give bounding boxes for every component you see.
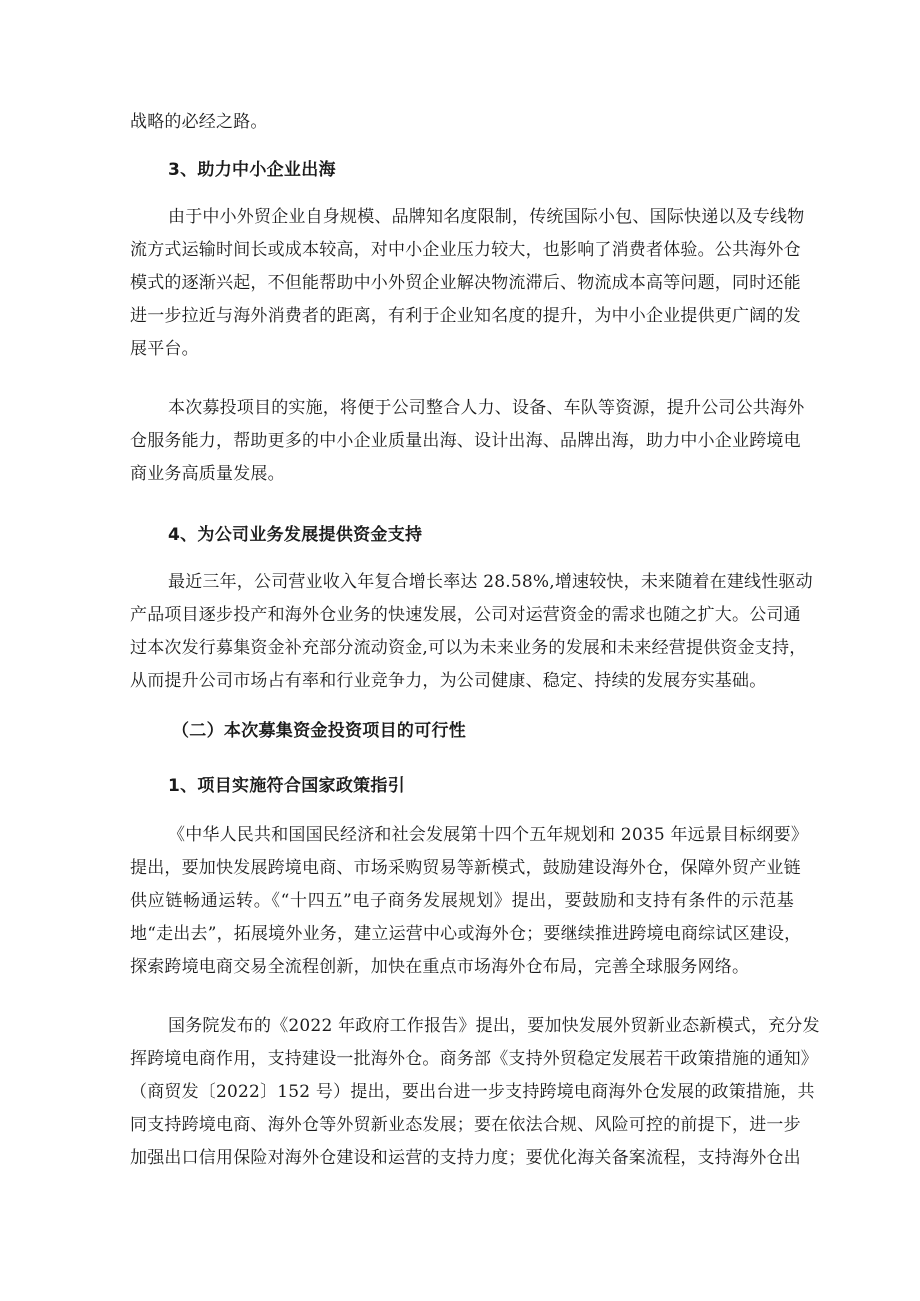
paragraph-line: 最近三年，公司营业收入年复合增长率达 28.58%,增速较快，未来随着在建线性驱动 <box>168 572 813 592</box>
paragraph-line: 地“走出去”，拓展境外业务，建立运营中心或海外仓；要继续推进跨境电商综试区建设， <box>130 924 802 944</box>
paragraph-line: 商业务高质量发展。 <box>130 464 285 484</box>
paragraph-line: 同支持跨境电商、海外仓等外贸新业态发展；要在依法合规、风险可控的前提下，进一步 <box>130 1115 801 1135</box>
paragraph-line: 加强出口信用保险对海外仓建设和运营的支持力度；要优化海关备案流程，支持海外仓出 <box>130 1148 801 1168</box>
intro-tail-line: 战略的必经之路。 <box>130 112 268 132</box>
paragraph-line: 产品项目逐步投产和海外仓业务的快速发展，公司对运营资金的需求也随之扩大。公司通 <box>130 605 801 625</box>
paragraph-line: 挥跨境电商作用，支持建设一批海外仓。商务部《支持外贸稳定发展若干政策措施的通知》 <box>130 1049 818 1069</box>
part-2-section-1-heading: 1、项目实施符合国家政策指引 <box>168 776 406 796</box>
paragraph-line: 模式的逐渐兴起，不但能帮助中小外贸企业解决物流滞后、物流成本高等问题，同时还能 <box>130 273 801 293</box>
paragraph-line: 国务院发布的《2022 年政府工作报告》提出，要加快发展外贸新业态新模式，充分发 <box>168 1016 820 1036</box>
paragraph-line: 《中华人民共和国国民经济和社会发展第十四个五年规划和 2035 年远景目标纲要》 <box>168 825 809 845</box>
section-3-heading: 3、助力中小企业出海 <box>168 160 336 180</box>
paragraph-line: 流方式运输时间长或成本较高，对中小企业压力较大，也影响了消费者体验。公共海外仓 <box>130 240 801 260</box>
paragraph-line: 供应链畅通运转。《“十四五”电子商务发展规划》提出，要鼓励和支持有条件的示范基 <box>130 891 794 911</box>
paragraph-line: 仓服务能力，帮助更多的中小企业质量出海、设计出海、品牌出海，助力中小企业跨境电 <box>130 431 801 451</box>
paragraph-line: 本次募投项目的实施，将便于公司整合人力、设备、车队等资源，提升公司公共海外 <box>168 398 805 418</box>
paragraph-line: 由于中小外贸企业自身规模、品牌知名度限制，传统国际小包、国际快递以及专线物 <box>168 207 805 227</box>
paragraph-line: 进一步拉近与海外消费者的距离，有利于企业知名度的提升，为中小企业提供更广阔的发 <box>130 306 801 326</box>
section-4-heading: 4、为公司业务发展提供资金支持 <box>168 525 423 545</box>
paragraph-line: 展平台。 <box>130 339 199 359</box>
paragraph-line: 提出，要加快发展跨境电商、市场采购贸易等新模式，鼓励建设海外仓，保障外贸产业链 <box>130 858 801 878</box>
paragraph-line: 过本次发行募集资金补充部分流动资金,可以为未来业务的发展和未来经营提供资金支持， <box>130 638 807 658</box>
part-2-heading: （二）本次募集资金投资项目的可行性 <box>172 721 467 741</box>
paragraph-line: （商贸发〔2022〕152 号）提出，要出台进一步支持跨境电商海外仓发展的政策措施，共 <box>130 1082 815 1102</box>
paragraph-line: 从而提升公司市场占有率和行业竞争力，为公司健康、稳定、持续的发展夯实基础。 <box>130 671 767 691</box>
paragraph-line: 探索跨境电商交易全流程创新，加快在重点市场海外仓布局，完善全球服务网络。 <box>130 957 750 977</box>
